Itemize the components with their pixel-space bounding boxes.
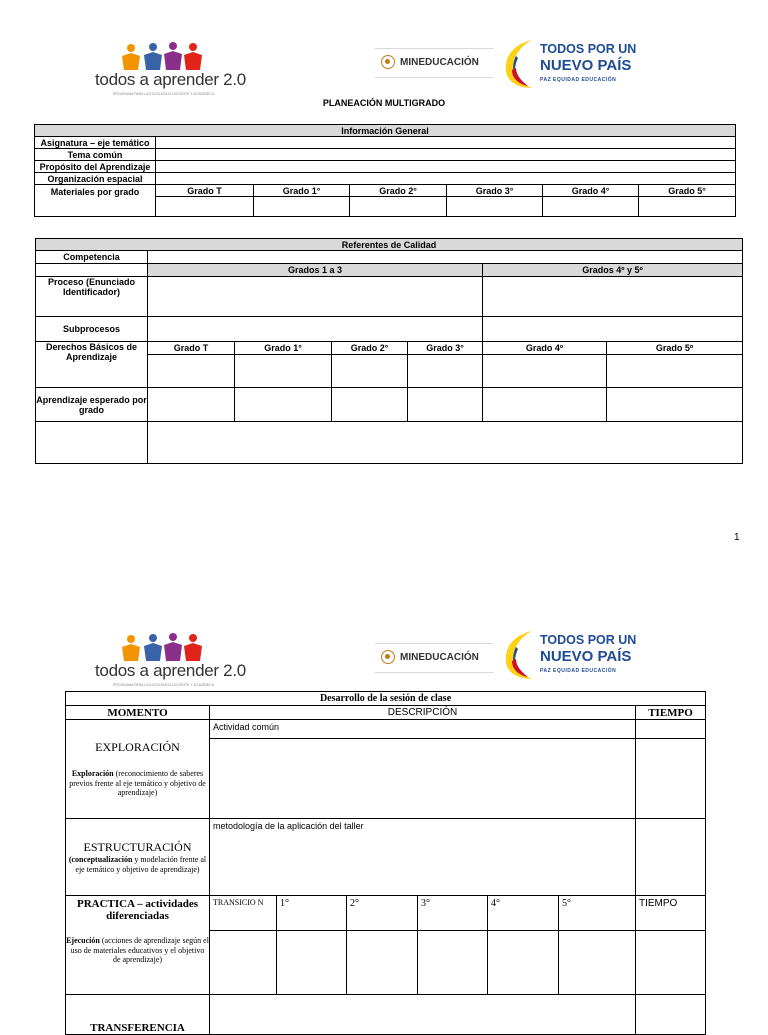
gov-line-3: PAZ EQUIDAD EDUCACIÓN xyxy=(540,668,617,674)
ejecucion-bold: Ejecución xyxy=(66,936,100,945)
transferencia-title: TRANSFERENCIA xyxy=(90,1022,185,1034)
estructuracion-bold: (conceptualización xyxy=(68,854,133,864)
estructuracion-desc xyxy=(66,855,209,874)
input-cell[interactable] xyxy=(607,355,743,388)
grade-header: 2° xyxy=(347,896,418,931)
input-cell[interactable] xyxy=(636,819,706,896)
input-cell[interactable] xyxy=(350,197,447,217)
todos-a-aprender-logo xyxy=(95,42,246,102)
todos-por-un-nuevo-pais-logo xyxy=(502,36,637,96)
empty-cell xyxy=(36,264,148,277)
page-number: 1 xyxy=(734,532,740,543)
page-title: PLANEACIÓN MULTIGRADO xyxy=(322,98,446,108)
sesion-header: Desarrollo de la sesión de clase xyxy=(66,692,706,706)
input-cell[interactable] xyxy=(210,739,636,819)
seal-icon xyxy=(381,650,395,664)
estructuracion-cell xyxy=(66,819,210,896)
exploracion-cell xyxy=(66,720,210,819)
input-cell[interactable] xyxy=(148,317,483,342)
input-cell[interactable] xyxy=(156,197,254,217)
input-cell[interactable] xyxy=(210,995,636,1035)
input-cell[interactable] xyxy=(254,197,350,217)
proceso-label: Proceso (Enunciado Identificador) xyxy=(36,277,148,317)
ejecucion-text: (acciones de aprendizaje según el uso de materiales educativos y el objetivo de aprendizaje) xyxy=(70,936,209,965)
input-cell[interactable] xyxy=(148,251,743,264)
seal-icon xyxy=(381,55,395,69)
input-cell[interactable] xyxy=(235,388,332,422)
input-cell[interactable] xyxy=(156,137,736,149)
estructuracion-text: y modelación frente al eje temático y objetivo de aprendizaje) xyxy=(75,854,207,874)
ministry-name: MINEDUCACIÓN xyxy=(400,652,479,663)
grade-header: Grado 1° xyxy=(254,185,350,197)
grade-header: Grado 3° xyxy=(408,342,483,355)
input-cell[interactable] xyxy=(332,355,408,388)
todos-a-aprender-logo xyxy=(95,633,246,693)
grade-header: 3° xyxy=(418,896,488,931)
competencia-label: Competencia xyxy=(36,251,148,264)
gov-line-1: TODOS POR UN xyxy=(540,42,637,56)
ministry-name: MINEDUCACIÓN xyxy=(400,57,479,68)
brand-subtitle: PROGRAMA PARA LA EXCELENCIA DOCENTE Y ACADÉMICA xyxy=(113,92,215,96)
input-cell[interactable] xyxy=(636,739,706,819)
input-cell[interactable] xyxy=(418,931,488,995)
input-cell[interactable] xyxy=(607,388,743,422)
grade-header: Grado 2° xyxy=(350,185,447,197)
input-cell[interactable] xyxy=(148,355,235,388)
momento-header: MOMENTO xyxy=(66,706,210,720)
gov-line-1: TODOS POR UN xyxy=(540,633,637,647)
input-cell[interactable] xyxy=(488,931,559,995)
row-label: Tema común xyxy=(35,149,156,161)
input-cell[interactable] xyxy=(447,197,543,217)
mineducacion-logo xyxy=(375,643,493,673)
todos-por-un-nuevo-pais-logo xyxy=(502,627,637,687)
actividad-comun[interactable]: Actividad común xyxy=(210,720,636,739)
grade-header: TRANSICIO N xyxy=(210,896,277,931)
input-cell[interactable] xyxy=(639,197,736,217)
practica-cell xyxy=(66,896,210,995)
transferencia-cell xyxy=(66,995,210,1035)
input-cell[interactable] xyxy=(408,388,483,422)
info-header: Información General xyxy=(35,125,736,137)
input-cell[interactable] xyxy=(148,277,483,317)
grade-header: Grado 1° xyxy=(235,342,332,355)
gov-line-2: NUEVO PAÍS xyxy=(540,648,632,665)
input-cell[interactable] xyxy=(483,355,607,388)
sesion-table xyxy=(65,691,706,1035)
ref-header: Referentes de Calidad xyxy=(36,239,743,251)
input-cell[interactable] xyxy=(483,317,743,342)
input-cell[interactable] xyxy=(156,161,736,173)
input-cell[interactable] xyxy=(636,931,706,995)
ejecucion-desc xyxy=(66,936,209,965)
brand-name: todos a aprender 2.0 xyxy=(95,70,246,89)
row-label: Propósito del Aprendizaje xyxy=(35,161,156,173)
grade-header: Grado 5º xyxy=(607,342,743,355)
aprendizaje-label: Aprendizaje esperado por grado xyxy=(36,388,148,422)
input-cell[interactable] xyxy=(148,422,743,464)
row-label: Organización espacial xyxy=(35,173,156,185)
grados-1-3-header: Grados 1 a 3 xyxy=(148,264,483,277)
grade-header: Grado T xyxy=(148,342,235,355)
metodologia[interactable]: metodología de la aplicación del taller xyxy=(210,819,636,896)
input-cell[interactable] xyxy=(235,355,332,388)
grade-header: Grado 2° xyxy=(332,342,408,355)
descripcion-header: DESCRIPCIÓN xyxy=(210,706,636,720)
referentes-table xyxy=(35,238,743,464)
brand-subtitle: PROGRAMA PARA LA EXCELENCIA DOCENTE Y ACADÉMICA xyxy=(113,683,215,687)
input-cell[interactable] xyxy=(559,931,636,995)
people-icon xyxy=(117,42,207,72)
grade-header: Grado 5° xyxy=(639,185,736,197)
input-cell[interactable] xyxy=(277,931,347,995)
input-cell[interactable] xyxy=(543,197,639,217)
input-cell[interactable] xyxy=(483,388,607,422)
practica-title: PRACTICA – actividades diferenciadas xyxy=(76,898,198,922)
input-cell[interactable] xyxy=(408,355,483,388)
input-cell[interactable] xyxy=(156,149,736,161)
flag-swoosh-icon xyxy=(502,629,538,681)
dba-label: Derechos Básicos de Aprendizaje xyxy=(36,342,148,388)
input-cell[interactable] xyxy=(347,931,418,995)
input-cell[interactable] xyxy=(636,720,706,739)
exploracion-title: EXPLORACIÓN xyxy=(95,740,180,755)
input-cell[interactable] xyxy=(156,173,736,185)
flag-swoosh-icon xyxy=(502,38,538,90)
input-cell[interactable] xyxy=(332,388,408,422)
input-cell[interactable] xyxy=(148,388,235,422)
grade-header: 4° xyxy=(488,896,559,931)
info-general-table xyxy=(34,124,736,217)
input-cell[interactable] xyxy=(210,931,277,995)
brand-name: todos a aprender 2.0 xyxy=(95,661,246,680)
tiempo-label: TIEMPO xyxy=(636,896,706,931)
exploracion-bold: Exploración xyxy=(71,769,114,779)
grados-4-5-header: Grados 4º y 5º xyxy=(483,264,743,277)
people-icon xyxy=(117,633,207,663)
exploracion-desc xyxy=(66,769,209,798)
grade-header: Grado 4º xyxy=(483,342,607,355)
grade-header: Grado 4° xyxy=(543,185,639,197)
estructuracion-title: ESTRUCTURACIÓN xyxy=(83,839,192,854)
exploracion-text: (reconocimiento de saberes previos frente al eje temático y objetivo de aprendizaje) xyxy=(69,769,206,798)
input-cell[interactable] xyxy=(636,995,706,1035)
grade-header: Grado 3° xyxy=(447,185,543,197)
grade-header: 5° xyxy=(559,896,636,931)
grade-header: Grado T xyxy=(156,185,254,197)
row-label: Asignatura – eje temático xyxy=(35,137,156,149)
empty-cell xyxy=(36,422,148,464)
gov-line-2: NUEVO PAÍS xyxy=(540,57,632,74)
subprocesos-label: Subprocesos xyxy=(36,317,148,342)
grade-header: 1° xyxy=(277,896,347,931)
input-cell[interactable] xyxy=(483,277,743,317)
materials-label: Materiales por grado xyxy=(35,185,156,217)
gov-line-3: PAZ EQUIDAD EDUCACIÓN xyxy=(540,77,617,83)
mineducacion-logo xyxy=(375,48,493,78)
tiempo-header: TIEMPO xyxy=(636,706,706,720)
